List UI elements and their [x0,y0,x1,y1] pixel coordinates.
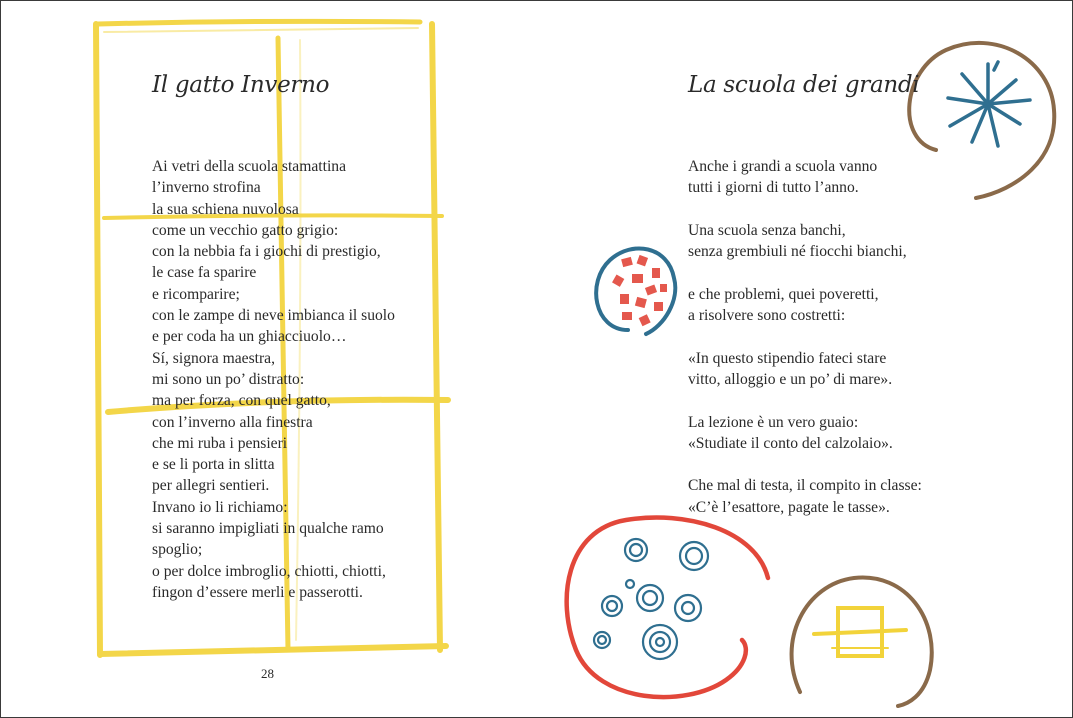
stanza-break [688,390,922,411]
poem-line: si saranno impigliati in qualche ramo [152,520,384,538]
poem-line: «C’è l’esattore, pagate le tasse». [688,498,890,516]
left-poem-title: Il gatto Inverno [152,72,330,98]
stanza-break [688,199,922,220]
poem-line: spoglio; [152,541,203,559]
poem-line: la sua schiena nuvolosa [152,200,299,218]
poem-line: Ai vetri della scuola stamattina [152,158,346,175]
red-dots-circle-drawing [596,248,675,334]
poem-line: a risolvere sono costretti: [688,307,846,325]
right-poem-title: La scuola dei grandi [688,72,920,98]
poem-line: Invano io li richiamo: [152,498,288,516]
poem-line: per allegri sentieri. [152,477,270,495]
poem-line: e per coda ha un ghiacciuolo… [152,328,347,346]
poem-line: Anche i grandi a scuola vanno [688,158,878,175]
yellow-square-arc-drawing [792,577,932,706]
poem-line: La lezione è un vero guaio: [688,413,859,431]
left-page [0,0,536,716]
poem-line: Che mal di testa, il compito in classe: [688,477,922,495]
blue-scribbles-swirl-drawing [567,517,768,697]
stanza-break [688,454,922,475]
poem-line: e che problemi, quei poveretti, [688,285,879,303]
poem-line: Una scuola senza banchi, [688,221,846,239]
poem-line: vitto, alloggio e un po’ di mare». [688,370,893,388]
poem-line: senza grembiuli né fiocchi bianchi, [688,243,907,261]
stanza-break [688,262,922,283]
poem-line: «In questo stipendio fateci stare [688,349,887,367]
poem-line: tutti i giorni di tutto l’anno. [688,179,859,197]
poem-line: come un vecchio gatto grigio: [152,221,339,239]
poem-line: fingon d’essere merli e passerotti. [152,583,363,601]
poem-line: ma per forza, con quel gatto, [152,392,331,410]
poem-line: le case fa sparire [152,264,257,282]
poem-line: che mi ruba i pensieri [152,434,288,452]
sun-swirl-drawing [909,43,1054,198]
poem-line: e se li porta in slitta [152,456,275,474]
poem-line: con le zampe di neve imbianca il suolo [152,307,395,325]
poem-line: con la nebbia fa i giochi di prestigio, [152,243,381,261]
poem-line: o per dolce imbroglio, chiotti, chiotti, [152,562,386,580]
poem-line: Sí, signora maestra, [152,349,275,367]
right-poem-text [688,156,922,518]
poem-line: mi sono un po’ distratto: [152,370,305,388]
poem-line: e ricomparire; [152,285,240,303]
right-page [536,0,1072,716]
stanza-break [688,326,922,347]
poem-line: l’inverno strofina [152,179,261,197]
poem-line: con l’inverno alla finestra [152,413,313,431]
left-poem-text [152,156,395,603]
poem-line: «Studiate il conto del calzolaio». [688,434,893,452]
page-number: 28 [261,666,274,681]
